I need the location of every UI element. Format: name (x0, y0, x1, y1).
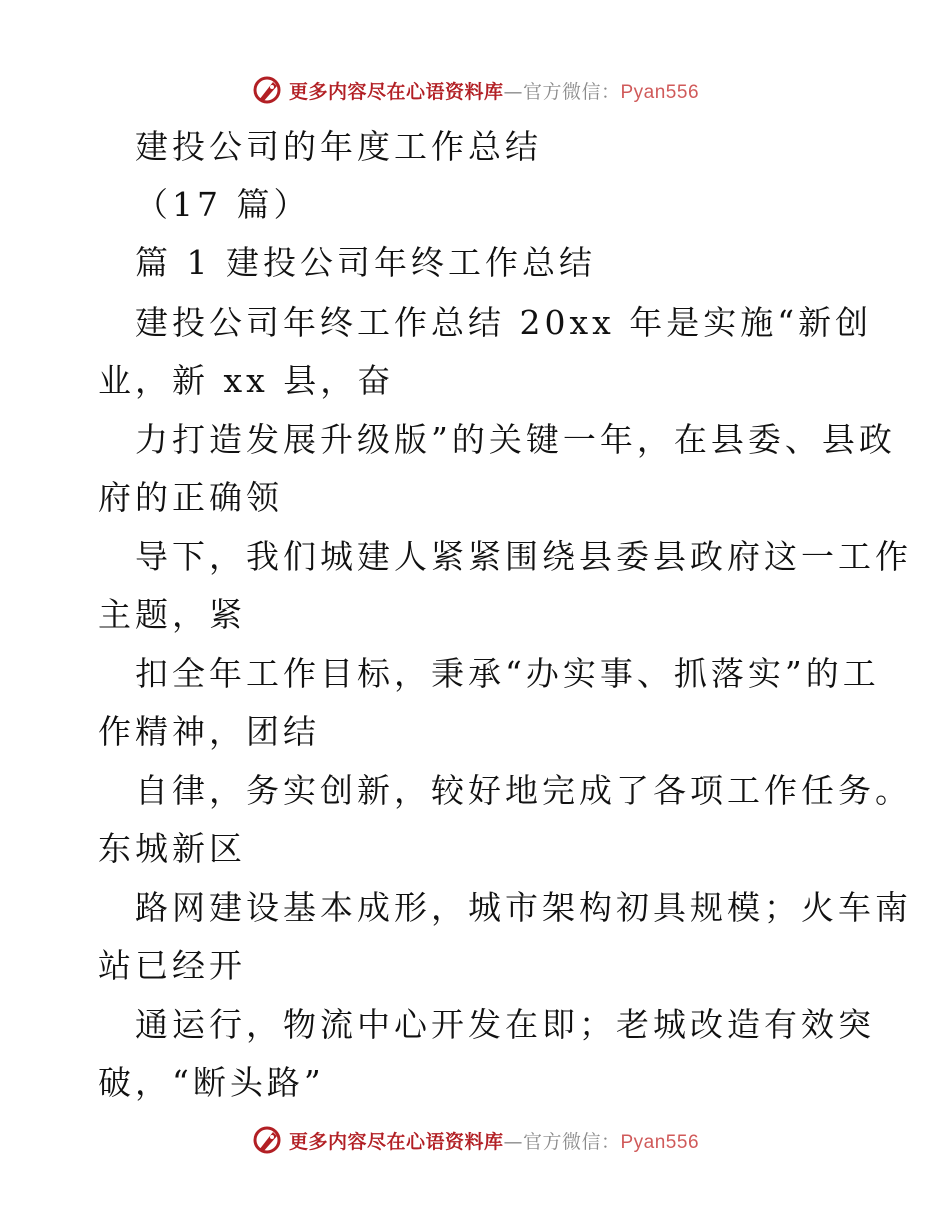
body-line: 站已经开 (98, 946, 246, 985)
pen-nib-logo-icon (251, 74, 283, 106)
body-line: 通运行，物流中心开发在即；老城改造有效突 (135, 1005, 875, 1044)
body-line: 府的正确领 (98, 478, 283, 517)
body-line: 破，“断头路” (98, 1063, 325, 1102)
document-title: 建投公司的年度工作总结 (135, 127, 542, 166)
banner-wechat-id: Pyan556 (620, 81, 700, 103)
body-line: 建投公司年终工作总结 20xx 年是实施“新创 (135, 303, 873, 342)
banner-text (289, 77, 699, 104)
body-line: 主题，紧 (98, 595, 246, 634)
body-line: 业，新 xx 县，奋 (98, 361, 395, 400)
body-line: 东城新区 (98, 829, 246, 868)
document-subtitle: （17 篇） (135, 185, 311, 224)
banner-wechat-id: Pyan556 (620, 1131, 700, 1153)
banner-wechat-label: 官方微信： (522, 1130, 621, 1153)
banner-site-name: 更多内容尽在心语资料库 (288, 80, 504, 103)
pen-nib-logo-icon (251, 1124, 283, 1156)
footer-banner (0, 1120, 950, 1160)
section-heading: 篇 1 建投公司年终工作总结 (135, 243, 596, 282)
banner-separator: — (503, 80, 523, 103)
body-line: 力打造发展升级版”的关键一年，在县委、县政 (135, 420, 896, 459)
banner-separator: — (503, 1130, 523, 1153)
body-line: 扣全年工作目标，秉承“办实事、抓落实”的工 (135, 654, 880, 693)
header-banner (0, 70, 950, 110)
body-line: 自律，务实创新，较好地完成了各项工作任务。 (135, 771, 912, 810)
banner-site-name: 更多内容尽在心语资料库 (288, 1130, 504, 1153)
body-line: 导下，我们城建人紧紧围绕县委县政府这一工作 (135, 537, 912, 576)
body-line: 作精神，团结 (98, 712, 320, 751)
body-line: 路网建设基本成形，城市架构初具规模；火车南 (135, 888, 912, 927)
banner-wechat-label: 官方微信： (522, 80, 621, 103)
banner-text (289, 1127, 699, 1154)
